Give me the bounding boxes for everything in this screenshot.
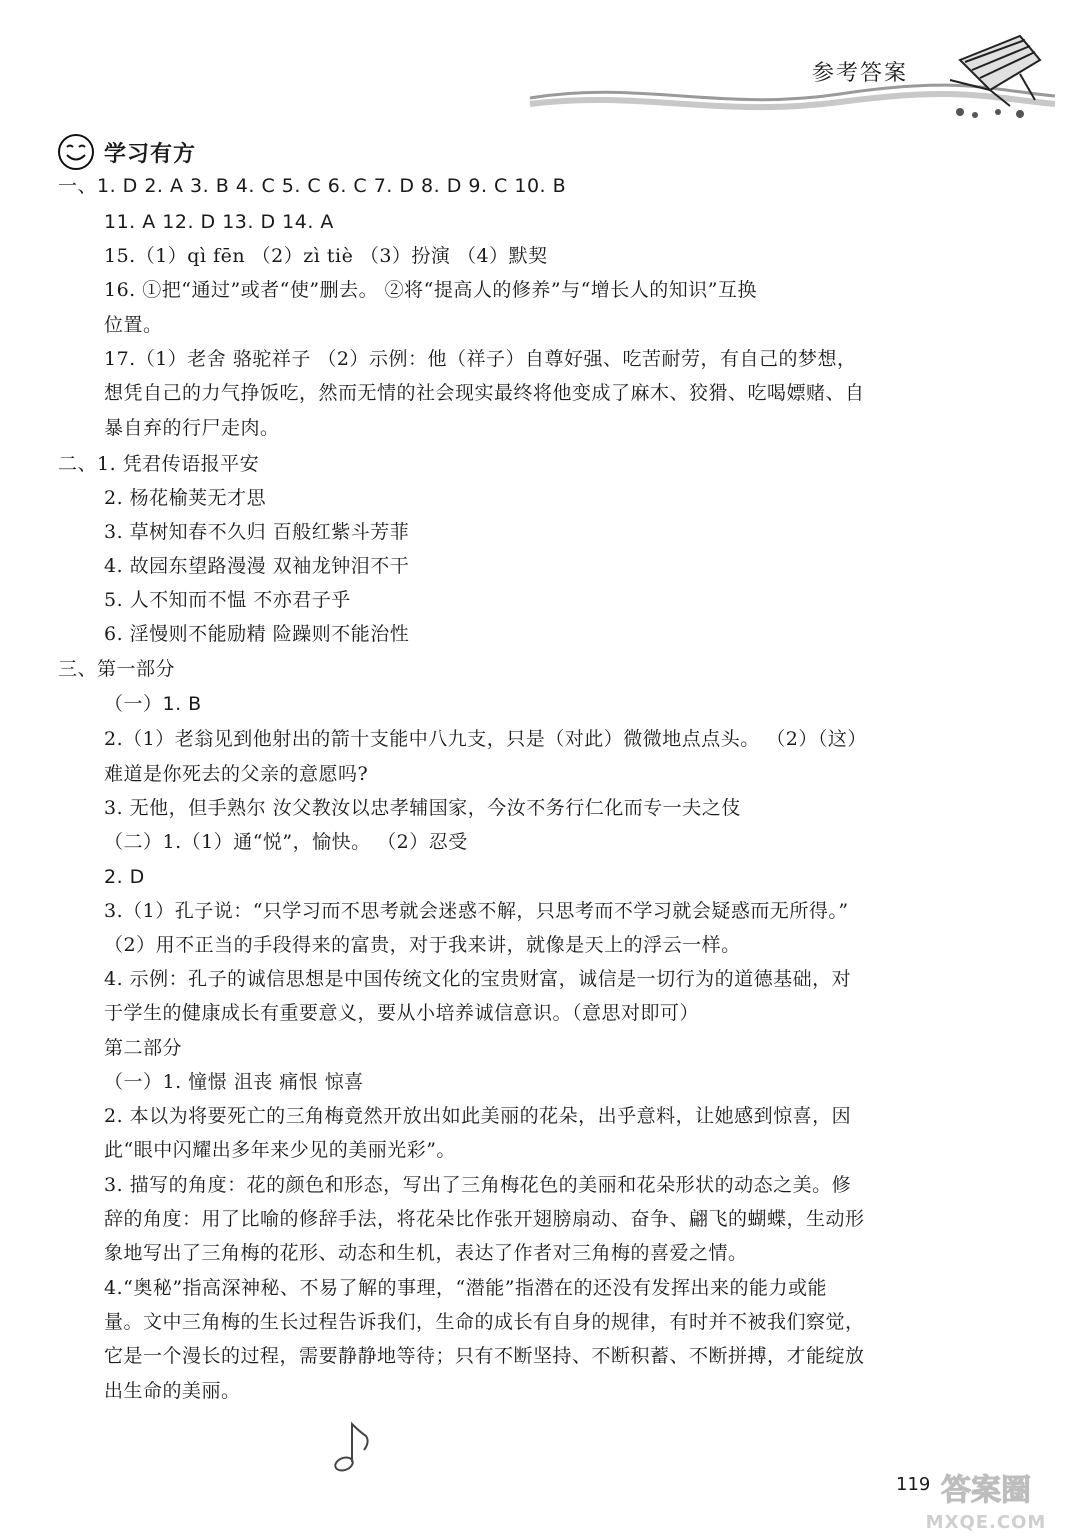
answer-line: 三、第一部分 [58, 658, 176, 680]
answer-line: 4. 故园东望路漫漫 双袖龙钟泪不干 [104, 555, 410, 577]
answer-line: 2. D [104, 866, 145, 888]
smiley-face-icon [56, 132, 96, 172]
watermark-logo [906, 1464, 1066, 1534]
answer-line: 3. 无他，但手熟尔 汝父教汝以忠孝辅国家，今汝不务行仁化而专一夫之伎 [104, 797, 741, 819]
answer-line: 16. ①把“通过”或者“使”删去。 ②将“提高人的修养”与“增长人的知识”互换 [104, 279, 758, 301]
answer-line: 17.（1）老舍 骆驼祥子 （2）示例：他（祥子）自尊好强、吃苦耐劳，有自己的梦想， [104, 348, 857, 370]
svg-text:MXQE.COM: MXQE.COM [925, 1512, 1047, 1533]
answer-line: 二、1. 凭君传语报平安 [58, 453, 260, 475]
answer-line: 此“眼中闪耀出多年来少见的美丽光彩”。 [104, 1139, 456, 1161]
answer-line: （一）1. B [104, 693, 202, 715]
answer-line: 第二部分 [104, 1037, 183, 1059]
section-title: 学习有方 [104, 141, 197, 167]
answer-line: 3. 草树知春不久归 百般红紫斗芳菲 [104, 521, 410, 543]
answer-line: 2.（1）老翁见到他射出的箭十支能中八九支，只是（对此）微微地点点头。 （2）（这） [104, 728, 867, 750]
answer-line: 11. A 12. D 13. D 14. A [104, 211, 334, 233]
answer-line: 暴自弃的行尸走肉。 [104, 417, 280, 439]
section-heading [56, 132, 196, 172]
page-number: 119 [896, 1474, 931, 1495]
answer-line: 出生命的美丽。 [104, 1380, 241, 1402]
answer-line: 量。文中三角梅的生长过程告诉我们，生命的成长有自身的规律，有时并不被我们察觉， [104, 1311, 865, 1333]
answer-line: 5. 人不知而不愠 不亦君子乎 [104, 589, 351, 611]
answer-line: 想凭自己的力气挣饭吃，然而无情的社会现实最终将他变成了麻木、狡猾、吃喝嫖赌、自 [104, 382, 865, 404]
answer-line: 2. 杨花榆荚无才思 [104, 487, 267, 509]
answer-line: 4.“奥秘”指高深神秘、不易了解的事理，“潜能”指潜在的还没有发挥出来的能力或能 [104, 1277, 827, 1299]
svg-text:答案圈: 答案圈 [941, 1473, 1031, 1508]
answer-line: 3. 描写的角度：花的颜色和形态，写出了三角梅花色的美丽和花朵形状的动态之美。修 [104, 1174, 852, 1196]
answer-line: 位置。 [104, 314, 163, 336]
header-decoration [520, 20, 1060, 130]
music-note-icon [330, 1418, 374, 1474]
answer-line: 辞的角度：用了比喻的修辞手法，将花朵比作张开翅膀扇动、奋争、翩飞的蝴蝶，生动形 [104, 1208, 865, 1230]
answer-line: （二）1.（1）通“悦”，愉快。 （2）忍受 [104, 831, 468, 853]
header-title: 参考答案 [812, 61, 909, 86]
answer-line: 2. 本以为将要死亡的三角梅竟然开放出如此美丽的花朵，出乎意料，让她感到惊喜，因 [104, 1105, 852, 1127]
answer-line: 于学生的健康成长有重要意义，要从小培养诚信意识。（意思对即可） [104, 1002, 700, 1024]
answer-line: （2）用不正当的手段得来的富贵，对于我来讲，就像是天上的浮云一样。 [104, 934, 741, 956]
answer-line: （一）1. 憧憬 沮丧 痛恨 惊喜 [104, 1071, 364, 1093]
answer-line: 象地写出了三角梅的花形、动态和生机，表达了作者对三角梅的喜爱之情。 [104, 1242, 748, 1264]
answer-line: 一、1. D 2. A 3. B 4. C 5. C 6. C 7. D 8. D 9. C 10. B [58, 175, 567, 197]
answer-line: 6. 淫慢则不能励精 险躁则不能治性 [104, 623, 410, 645]
answer-line: 难道是你死去的父亲的意愿吗? [104, 763, 369, 785]
answer-line: 3.（1）孔子说：“只学习而不思考就会迷惑不解，只思考而不学习就会疑惑而无所得。” [104, 900, 849, 922]
answer-line: 4. 示例：孔子的诚信思想是中国传统文化的宝贵财富，诚信是一切行为的道德基础，对 [104, 968, 852, 990]
answer-line: 15.（1）qì fēn （2）zì tiè （3）扮演 （4）默契 [104, 245, 548, 267]
answer-line: 它是一个漫长的过程，需要静静地等待；只有不断坚持、不断积蓄、不断拼搏，才能绽放 [104, 1345, 865, 1367]
